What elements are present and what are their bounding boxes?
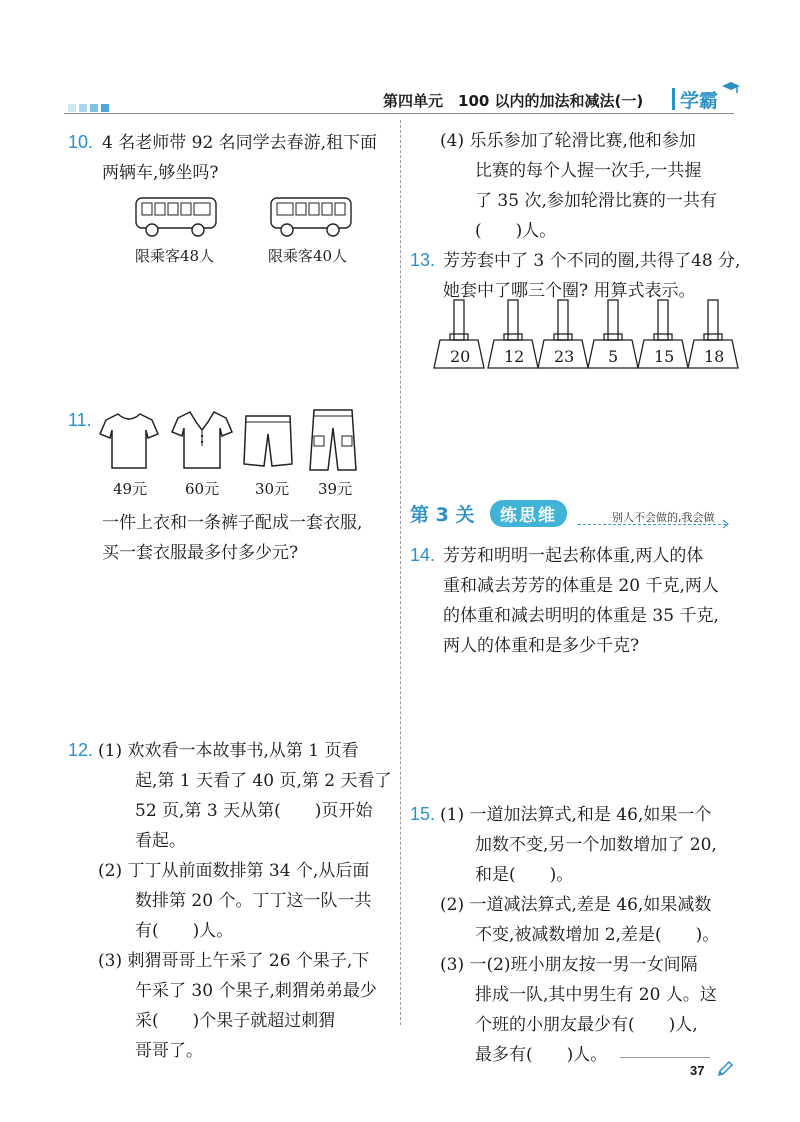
q15-line-7: 排成一队,其中男生有 20 人。这: [475, 985, 717, 1005]
price-shorts: 30元: [255, 480, 290, 498]
ring-toss-pegs: [430, 298, 740, 373]
column-divider: [400, 120, 401, 1025]
q12-4-line-4: ( )人。: [475, 221, 557, 241]
q14-line-3: 的体重和减去明明的体重是 35 千克,: [443, 606, 719, 626]
section-label: 第 3 关: [410, 504, 475, 526]
brand-logo: 学霸: [680, 90, 719, 112]
q10-number: 10.: [68, 132, 94, 152]
tshirt-icon: [98, 410, 160, 472]
bus2-caption: 限乘客40人: [268, 247, 348, 265]
q12-4-line-2: 比赛的每个人握一次手,一共握: [475, 161, 702, 181]
q15-line-3: 和是( )。: [475, 865, 574, 885]
header-rule: [64, 113, 734, 114]
q13-number: 13.: [410, 250, 436, 270]
bus1-caption: 限乘客48人: [135, 247, 215, 265]
shorts-icon: [242, 414, 294, 470]
q12-line-3: 52 页,第 3 天从第( )页开始: [135, 801, 373, 821]
q11-line-1: 一件上衣和一条裤子配成一套衣服,: [102, 513, 363, 533]
q12-line-1: (1) 欢欢看一本故事书,从第 1 页看: [98, 741, 359, 761]
q12-line-6: 数排第 20 个。丁丁这一队一共: [135, 891, 372, 911]
q12-line-2: 起,第 1 天看了 40 页,第 2 天看了: [135, 771, 392, 791]
q15-number: 15.: [410, 804, 436, 824]
price-tshirt: 49元: [113, 480, 148, 498]
q15-line-4: (2) 一道减法算式,差是 46,如果减数: [440, 895, 712, 915]
pencil-icon: [716, 1060, 734, 1078]
page-number: 37: [690, 1063, 705, 1078]
section-dotted-rule: [578, 524, 726, 525]
q15-line-1: (1) 一道加法算式,和是 46,如果一个: [440, 805, 712, 825]
peg-value: 5: [608, 347, 619, 366]
trousers-icon: [308, 408, 358, 474]
q12-4-line-1: (4) 乐乐参加了轮滑比赛,他和参加: [440, 131, 696, 151]
price-trousers: 39元: [318, 480, 353, 498]
section-pill: 练思维: [490, 500, 567, 527]
brand-divider: [672, 88, 675, 110]
section-motto: 别人不会做的,我会做: [612, 511, 715, 524]
q12-number: 12.: [68, 740, 94, 760]
brand-cap-icon: [720, 80, 742, 96]
q15-line-5: 不变,被减数增加 2,差是( )。: [475, 925, 720, 945]
q12-line-8: (3) 刺猬哥哥上午采了 26 个果子,下: [98, 951, 370, 971]
unit-title: 第四单元 100 以内的加法和减法(一): [383, 92, 644, 110]
q12-line-4: 看起。: [135, 831, 186, 851]
peg-value: 23: [554, 347, 575, 366]
q15-line-2: 加数不变,另一个加数增加了 20,: [475, 835, 717, 855]
q15-line-8: 个班的小朋友最少有( )人,: [475, 1015, 698, 1035]
q12-line-11: 哥哥了。: [135, 1041, 203, 1061]
q11-number: 11.: [68, 410, 92, 430]
q12-4-line-3: 了 35 次,参加轮滑比赛的一共有: [475, 191, 717, 211]
polo-shirt-icon: [170, 408, 234, 472]
pegs-drawing: [430, 298, 740, 373]
peg-value: 15: [654, 347, 675, 366]
peg-value: 20: [450, 347, 471, 366]
q13-line-2: 她套中了哪三个圈? 用算式表示。: [443, 281, 696, 301]
q11-line-2: 买一套衣服最多付多少元?: [102, 543, 299, 563]
q15-line-9: 最多有( )人。: [475, 1045, 608, 1065]
q14-line-4: 两人的体重和是多少千克?: [443, 636, 640, 656]
q12-line-9: 午采了 30 个果子,刺猬弟弟最少: [135, 981, 377, 1001]
bus-icon: [265, 190, 357, 240]
q10-line-1: 4 名老师带 92 名同学去春游,租下面: [102, 133, 378, 153]
q14-line-1: 芳芳和明明一起去称体重,两人的体: [443, 546, 704, 566]
q10-line-2: 两辆车,够坐吗?: [102, 163, 219, 183]
q15-line-6: (3) 一(2)班小朋友按一男一女间隔: [440, 955, 698, 975]
footer-rule: [620, 1057, 710, 1058]
peg-value: 18: [704, 347, 725, 366]
q13-line-1: 芳芳套中了 3 个不同的圈,共得了48 分,: [443, 251, 741, 271]
q12-line-7: 有( )人。: [135, 921, 234, 941]
q14-line-2: 重和减去芳芳的体重是 20 千克,两人: [443, 576, 719, 596]
bus-icon: [130, 190, 222, 240]
arrow-right-icon: [722, 519, 730, 529]
q14-number: 14.: [410, 545, 436, 565]
price-polo: 60元: [185, 480, 220, 498]
peg-value: 12: [504, 347, 525, 366]
q12-line-5: (2) 丁丁从前面数排第 34 个,从后面: [98, 861, 370, 881]
q12-line-10: 采( )个果子就超过刺猬: [135, 1011, 336, 1031]
